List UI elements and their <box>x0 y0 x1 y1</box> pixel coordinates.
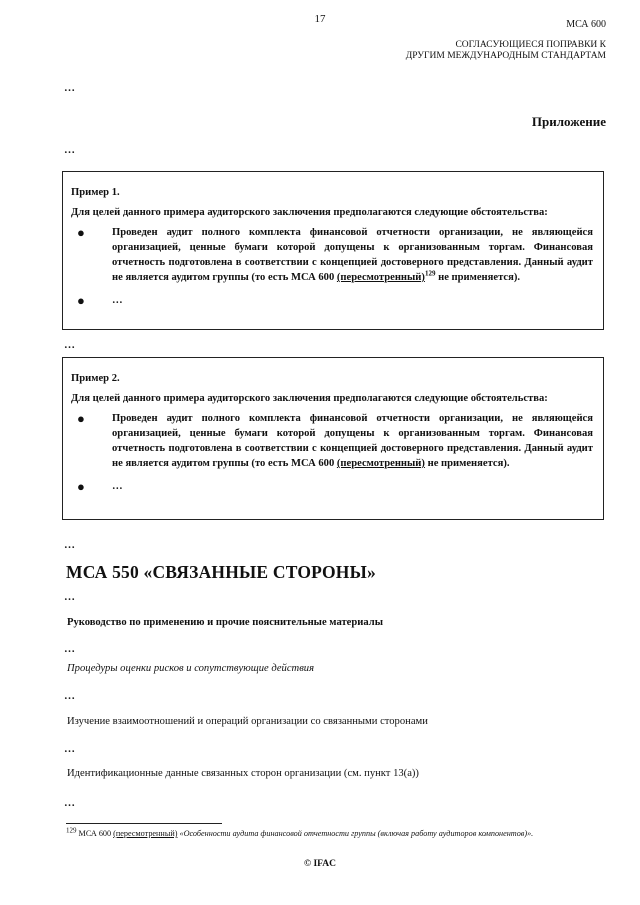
text-segment: Проведен аудит полного комплекта финансовой отчетности организации, не являющейся организацией, ценные бумаги которой допущены к организованным торгам. Финансовая отчетность подготовлена в соответствии с концепцией достоверного представления. Данный аудит не является аудитом группы (то есть МСА 600 <box>112 413 593 469</box>
revised-reference: (пересмотренный) <box>113 829 178 838</box>
footnote <box>66 826 534 838</box>
example-1-lead: Для целей данного примера аудиторского заключения предполагаются следующие обстоятельства: <box>71 207 548 218</box>
risk-procedures-heading: Процедуры оценки рисков и сопутствующие действия <box>67 663 315 674</box>
footnote-title: «Особенности аудита финансовой отчетности группы (включая работу аудиторов компонентов)». <box>177 829 534 838</box>
list-item <box>71 225 593 285</box>
understanding-heading: Изучение взаимоотношений и операций организации со связанными сторонами <box>67 716 428 727</box>
ellipsis: … <box>64 339 76 351</box>
example-2-lead: Для целей данного примера аудиторского заключения предполагаются следующие обстоятельства: <box>71 393 548 404</box>
ellipsis: … <box>64 643 76 655</box>
copyright: © IFAC <box>304 859 336 869</box>
list-item <box>71 293 593 308</box>
example-2-bullet-ellipsis: … <box>112 481 123 492</box>
list-item <box>71 411 593 471</box>
ellipsis: … <box>64 539 76 551</box>
text-segment: МСА 600 <box>76 829 114 838</box>
ellipsis: … <box>64 797 76 809</box>
identity-heading: Идентификационные данные связанных сторон организации (см. пункт 13(a)) <box>67 768 419 779</box>
footnote-marker: 129 <box>424 269 436 278</box>
example-2-bullet-text <box>112 411 593 471</box>
running-header-line-2: ДРУГИМ МЕЖДУНАРОДНЫМ СТАНДАРТАМ <box>405 51 606 61</box>
text-segment: Проведен аудит полного комплекта финансовой отчетности организации, не являющейся организацией, ценные бумаги которой допущены к организованным торгам. Финансовая отчетность подготовлена в соответствии с концепцией достоверного представления. Данный аудит не является аудитом группы (то есть МСА 600 <box>112 227 593 283</box>
example-2-box <box>62 357 604 520</box>
ellipsis: … <box>64 591 76 603</box>
running-header-line-1: СОГЛАСУЮЩИЕСЯ ПОПРАВКИ К <box>455 40 606 50</box>
revised-reference: (пересмотренный) <box>336 272 425 283</box>
page-number: 17 <box>314 13 326 25</box>
standard-code: МСА 600 <box>566 19 606 30</box>
footnote-number: 129 <box>66 826 77 835</box>
revised-reference: (пересмотренный) <box>336 458 425 469</box>
ellipsis: … <box>64 743 76 755</box>
list-item <box>71 479 593 494</box>
example-2-title: Пример 2. <box>71 373 120 384</box>
appendix-title: Приложение <box>531 114 606 129</box>
bullet-icon: ● <box>77 411 85 426</box>
example-1-box <box>62 171 604 330</box>
ellipsis: … <box>64 82 76 94</box>
ellipsis: … <box>64 144 76 156</box>
bullet-icon: ● <box>77 293 85 308</box>
example-1-title: Пример 1. <box>71 187 120 198</box>
text-segment: не применяется). <box>424 458 510 469</box>
bullet-icon: ● <box>77 225 85 240</box>
example-1-bullet-text <box>112 225 593 285</box>
running-header <box>406 40 606 62</box>
bullet-icon: ● <box>77 479 85 494</box>
guidance-heading: Руководство по применению и прочие пояснительные материалы <box>67 617 383 628</box>
footnote-divider <box>66 823 222 824</box>
ellipsis: … <box>64 690 76 702</box>
text-segment: не применяется). <box>435 272 521 283</box>
section-heading: МСА 550 «СВЯЗАННЫЕ СТОРОНЫ» <box>66 562 376 582</box>
example-1-bullet-ellipsis: … <box>112 295 123 306</box>
